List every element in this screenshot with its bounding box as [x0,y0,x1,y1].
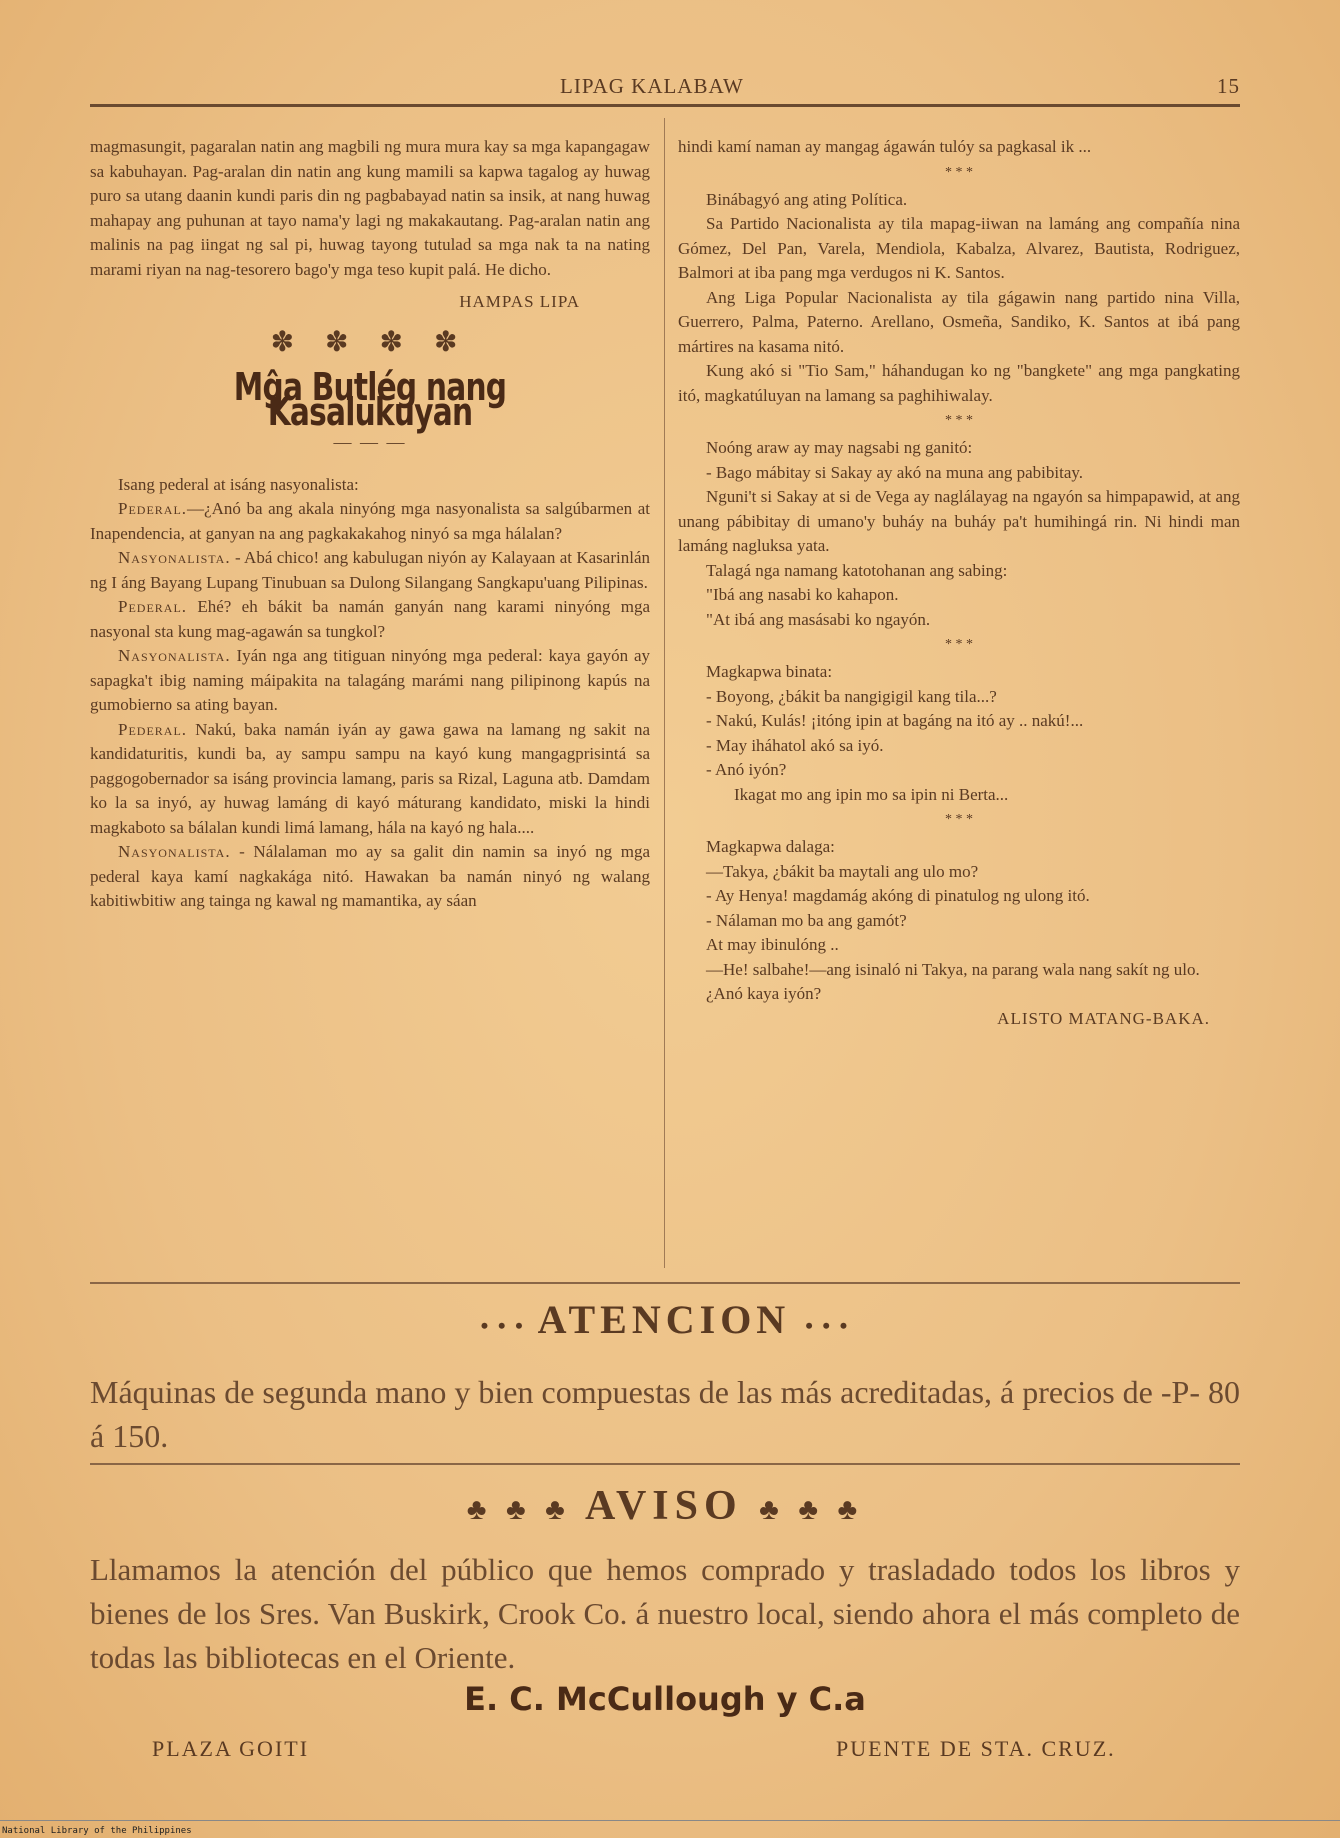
article-title: Mĝa Butlég nang Kasalukuyan [233,365,507,434]
right-column [678,135,1240,1031]
paragraph: - Bago mábitay si Sakay ay akó na muna ang pabibitay. [706,462,1084,482]
dialogue-text: Nakú, baka namán iyán ay gawa gawa na lamang ng sakit na kandidaturitis, kundi ba, ay sampu sampu na kayó kung mangagprisintá sa paggogobernador sa isáng provincia lamang, paris sa Rizal, Laguna atb. Damdam ko la sa inyó, ay huwag lamáng di kayó máturang kandidato, miski la hindi magkaboto sa bálalan kundi limá lamang, hála na kayó ng hala.... [90,719,651,837]
paragraph: - Boyong, ¿bákit ba nangigigil kang tila...? [706,686,997,706]
dialogue-text: Iyán nga ang titiguan ninyóng mga pederal: kaya gayón ay sapagka't ibig naming máipakita na talagáng marámi nang pilipinong kapús na gumobierno sa ating bayan. [90,646,651,714]
speaker: Nasyonalista. [118,842,231,861]
paragraph: ¿Anó kaya iyón? [706,984,822,1003]
paragraph: Magkapwa dalaga: [706,837,835,856]
paragraph: Talagá nga namang katotohanan ang sabing: [706,560,1008,580]
dialogue-text: —¿Anó ba ang akala ninyóng mga nasyonalista sa salgúbarmen at Inapendencia, at ganyan na ang pagkakakahog ninyó sa mga hálalan? [90,499,650,543]
paragraph: Noóng araw ay may nagsabi ng ganitó: [706,438,973,457]
continuation: hindi kamí naman ay mangag ágawán tulóy sa pagkasal ik ... [678,137,1092,156]
dialogue-line [90,718,650,841]
paragraph: Nguni't si Sakay at si de Vega ay naglálayag na ngayón sa himpapawid, at ang unang pábibitay di umano'y buháy na buháy pa't humihingá rin. Ni hindi man lamáng nagluksa yata. [678,487,1240,555]
section-stars: * * * [945,812,973,827]
dialogue-line [90,840,650,914]
paragraph: —Takya, ¿bákit ba maytali ang ulo mo? [706,861,979,881]
dialogue-text: Ehé? eh bákit ba namán ganyán nang karami ninyóng mga nasyonal sta kung mag-agawán sa tungkol? [90,597,650,641]
aviso-heading [90,1482,1240,1530]
opening-paragraph: magmasungit, pagaralan natin ang magbili ng mura mura kay sa mga kapangagaw sa kabuhayan. Pag-aralan din natin ang kung mamili sa kapwa tagalog ay huwag puro sa utang daanin kundi paris din ng pagbabayad natin sa insik, at nang huwag mahapay ang puhunan at tayo nama'y lagi ng makakautang. Pag-aralan natin ang malinis na pag iingat ng sal pi, huwag tayong tutulad sa mga nak ta na nating marami riyan na nag-tesorero bago'y mga teso kupit palá. He dicho. [90,137,650,279]
dialogue-text: - Abá chico! ang kabulugan niyón ay Kalayaan at Kasarinlán ng I áng Bayang Lupang Tinubuan sa Dulong Silangang Sangkapu'uang Pilipinas. [90,548,650,592]
header-rule [90,104,1240,107]
section-rule [90,1282,1240,1284]
paragraph: Kung akó si "Tio Sam," háhandugan ko ng "bangkete" ang mga pangkating itó, magkatúluyan na lamang sa paghihiwalay. [678,361,1240,405]
dialogue-line [90,546,650,595]
dialogue-text: - Nálalaman mo ay sa galit din namin sa inyó ng mga pederal kaya kamí nagkakága nitó. Hawakan ba namán ninyó ng walang kabitiwbitiw ang tainga ng kawal ng mamantika, ay sáan [90,842,650,910]
paragraph: "Ibá ang nasabi ko kahapon. [706,585,899,604]
speaker: Pederal. [118,499,188,518]
speaker: Nasyonalista. [118,548,231,567]
signature-hampas-lipa: HAMPAS LIPA [459,292,580,311]
title-dash: — — — [333,432,407,452]
dialogue-line [90,644,650,718]
paragraph: - May iháhatol akó sa iyó. [706,735,884,755]
publication-title: LIPAG KALABAW [560,74,744,98]
paragraph: "At ibá ang masásabi ko ngayón. [706,609,931,629]
paragraph: - Nakú, Kulás! ¡itóng ipin at bagáng na itó ay .. nakú!... [706,711,1084,730]
speaker: Pederal. [118,719,188,739]
paragraph: - Ay Henya! magdamág akóng di pinatulog ng ulong itó. [706,886,1090,905]
atencion-title: ATENCION [537,1297,791,1342]
bullets-right: • • • [805,1313,850,1338]
library-credit: National Library of the Philippines [2,1826,192,1836]
section-rule [90,1463,1240,1465]
paragraph: —He! salbahe!—ang isinaló ni Takya, na parang wala nang sakít ng ulo. [706,959,1200,979]
atencion-body: Máquinas de segunda mano y bien compuestas de las más acreditadas, á precios de -P- 80 á 150. [90,1374,1240,1454]
paragraph: Binábagyó ang ating Política. [706,189,908,209]
speaker: Pederal. [118,597,188,616]
section-stars: * * * [945,413,973,428]
section-stars: * * * [945,164,973,180]
ornaments-right: ♣ ♣ ♣ [759,1493,864,1526]
section-stars: * * * [945,637,973,652]
ornaments-left: ♣ ♣ ♣ [466,1493,571,1526]
paragraph: Magkapwa binata: [706,662,833,681]
scan-edge [0,1820,1340,1821]
bullets-left: • • • [480,1313,525,1338]
speaker: Nasyonalista. [118,646,231,665]
ornament-divider: ✽ ✽ ✽ ✽ [270,326,470,358]
address-right: PUENTE DE STA. CRUZ. [836,1736,1116,1761]
dialogue-line [90,595,650,644]
signature-alisto: ALISTO MATANG-BAKA. [997,1008,1210,1028]
address-left: PLAZA GOITI [152,1736,310,1761]
left-column [90,135,650,914]
atencion-heading [90,1296,1240,1343]
company-name: E. C. McCullough y C.a [464,1680,866,1718]
aviso-title: AVISO [585,1483,743,1529]
paragraph: Ikagat mo ang ipin mo sa ipin ni Berta... [734,784,1009,804]
paragraph: - Anó iyón? [706,760,787,779]
aviso-body: Llamamos la atención del público que hemos comprado y trasladado todos los libros y bienes de los Sres. Van Buskirk, Crook Co. á nuestro local, siendo ahora el más completo de todas las bibliotecas en el Oriente. [90,1552,1240,1675]
column-divider [664,118,665,1268]
article-intro: Isang pederal at isáng nasyonalista: [118,474,359,494]
paragraph: At may ibinulóng .. [706,935,839,954]
page-number: 15 [1217,74,1240,98]
paragraph: Ang Liga Popular Nacionalista ay tila gágawin nang partido nina Villa, Guerrero, Palma, Paterno. Arellano, Osmeña, Sandiko, K. Santos at ibá pang mártires na kasama nitó. [678,287,1240,356]
paragraph: - Nálaman mo ba ang gamót? [706,910,907,930]
paragraph: Sa Partido Nacionalista ay tila mapag-iiwan na lamáng ang compañía nina Gómez, Del Pan, Varela, Mendiola, Kabalza, Alvarez, Bautista, Rodriguez, Balmori at iba pang mga verdugos ni K. Santos. [678,214,1240,282]
dialogue-line [90,497,650,546]
page-header [90,72,1240,102]
